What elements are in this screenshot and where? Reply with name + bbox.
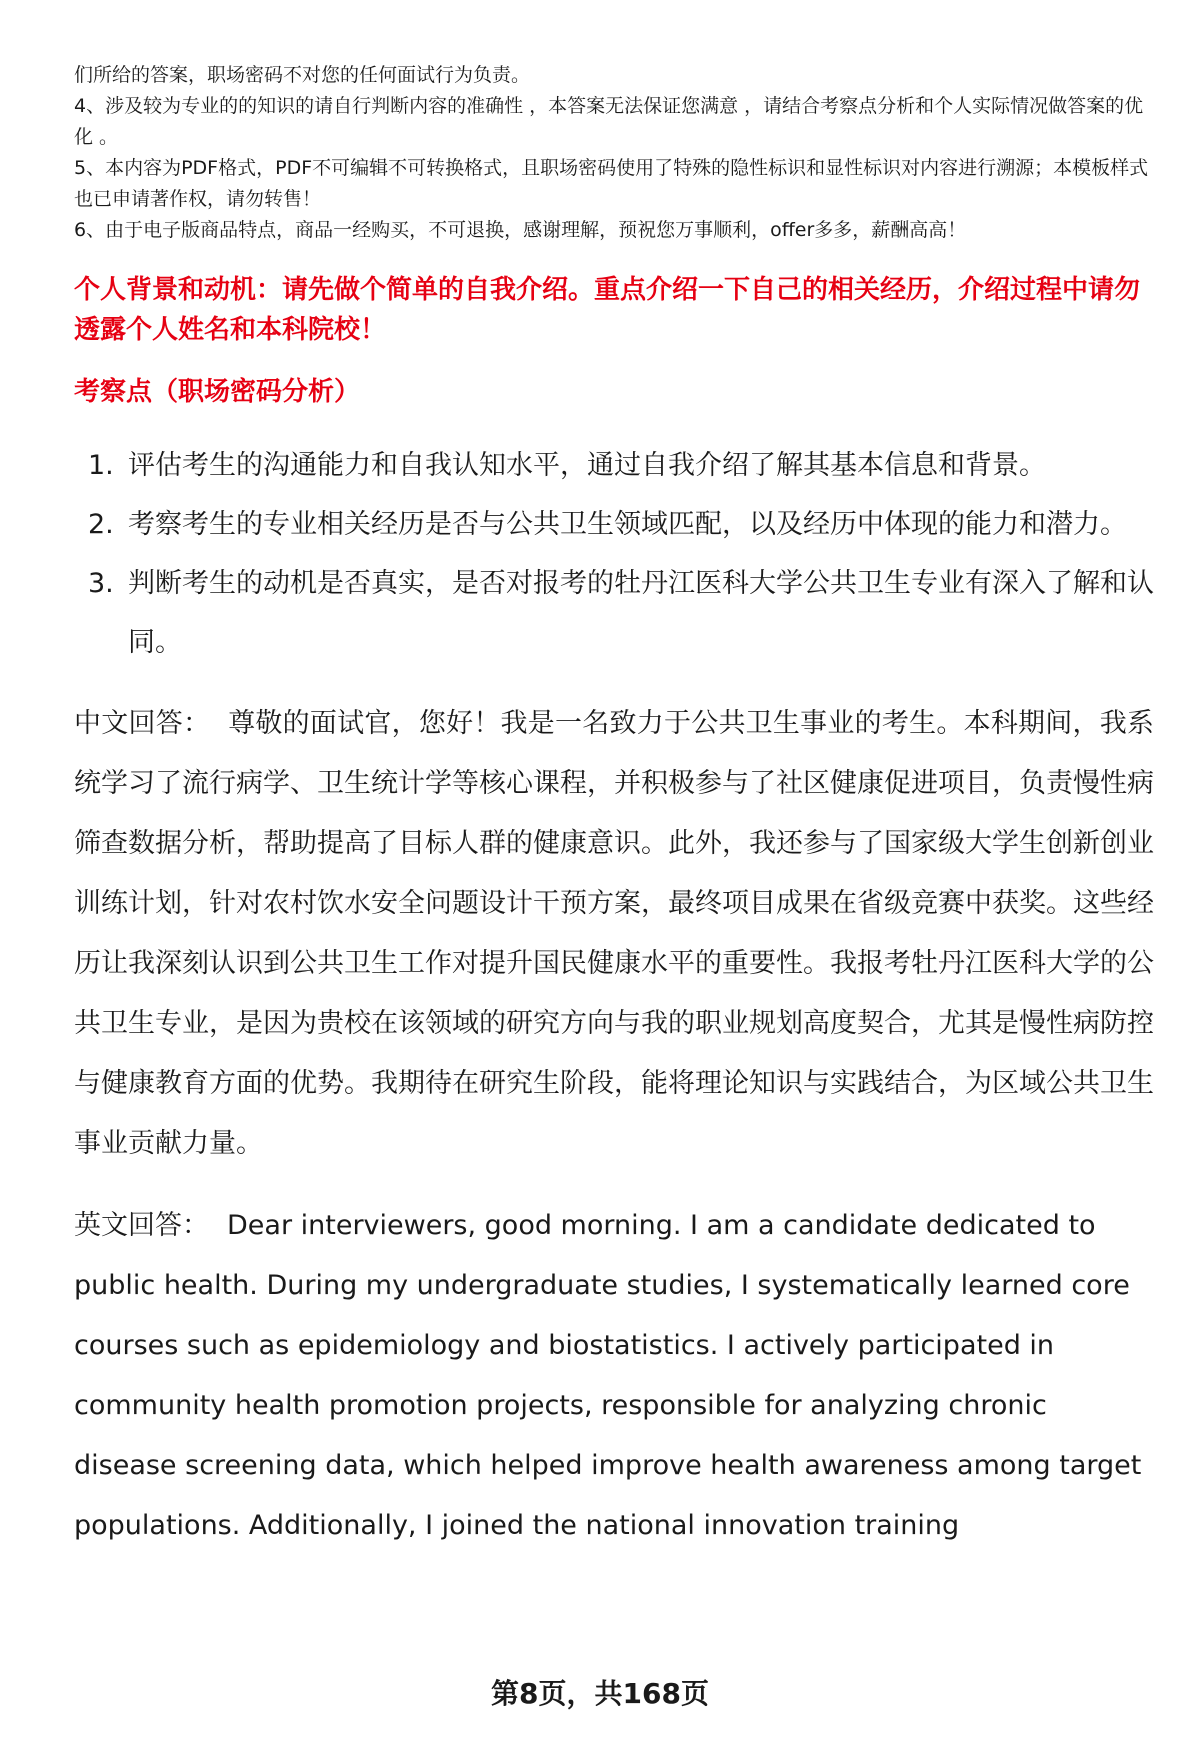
notice-line: 们所给的答案，职场密码不对您的任何面试行为负责。 [74, 64, 531, 86]
notice-line: 6、由于电子版商品特点，商品一经购买，不可退换，感谢理解，预祝您万事顺利，offer多多，薪酬高高！ [74, 219, 967, 241]
point-number: 1. [88, 450, 114, 481]
notice-list [74, 60, 1154, 246]
document-page [74, 60, 1154, 1556]
point-text: 考察考生的专业相关经历是否与公共卫生领域匹配，以及经历中体现的能力和潜力。 [128, 509, 1127, 540]
chinese-answer [74, 694, 1154, 1174]
english-answer-text: Dear interviewers, good morning. I am a candidate dedicated to public health. During my undergraduate studies, I systematically learned core courses such as epidemiology and biostatistics. I actively participated in community health promotion projects, responsible for analyzing chronic disease screening data, which helped improve health awareness among target populations. Additionally, I joined the national innovation training [74, 1210, 1142, 1541]
chinese-answer-text: 尊敬的面试官，您好！我是一名致力于公共卫生事业的考生。本科期间，我系统学习了流行病学、卫生统计学等核心课程，并积极参与了社区健康促进项目，负责慢性病筛查数据分析，帮助提高了目标人群的健康意识。此外，我还参与了国家级大学生创新创业训练计划，针对农村饮水安全问题设计干预方案，最终项目成果在省级竞赛中获奖。这些经历让我深刻认识到公共卫生工作对提升国民健康水平的重要性。我报考牡丹江医科大学的公共卫生专业，是因为贵校在该领域的研究方向与我的职业规划高度契合，尤其是慢性病防控与健康教育方面的优势。我期待在研究生阶段，能将理论知识与实践结合，为区域公共卫生事业贡献力量。 [74, 708, 1155, 1159]
notice-line: 5、本内容为PDF格式，PDF不可编辑不可转换格式，且职场密码使用了特殊的隐性标识和显性标识对内容进行溯源；本模板样式也已申请著作权，请勿转售！ [74, 157, 1149, 210]
analysis-point [74, 436, 1154, 495]
point-text: 判断考生的动机是否真实，是否对报考的牡丹江医科大学公共卫生专业有深入了解和认同。 [128, 568, 1154, 658]
point-text: 评估考生的沟通能力和自我认知水平，通过自我介绍了解其基本信息和背景。 [128, 450, 1046, 481]
notice-line: 4、涉及较为专业的的知识的请自行判断内容的准确性 ，本答案无法保证您满意 ，请结合考察点分析和个人实际情况做答案的优化 。 [74, 95, 1144, 148]
point-number: 2. [88, 509, 114, 540]
point-number: 3. [88, 568, 114, 599]
page-number: 第8页，共168页 [491, 1677, 709, 1710]
chinese-answer-label: 中文回答： [74, 708, 211, 739]
analysis-point [74, 554, 1154, 672]
analysis-points [74, 436, 1154, 672]
question-title: 个人背景和动机：请先做个简单的自我介绍。重点介绍一下自己的相关经历，介绍过程中请勿透露个人姓名和本科院校！ [74, 275, 1141, 345]
english-answer [74, 1196, 1154, 1556]
english-answer-label: 英文回答： [74, 1210, 209, 1241]
analysis-title: 考察点（职场密码分析） [74, 377, 361, 407]
analysis-point [74, 495, 1154, 554]
